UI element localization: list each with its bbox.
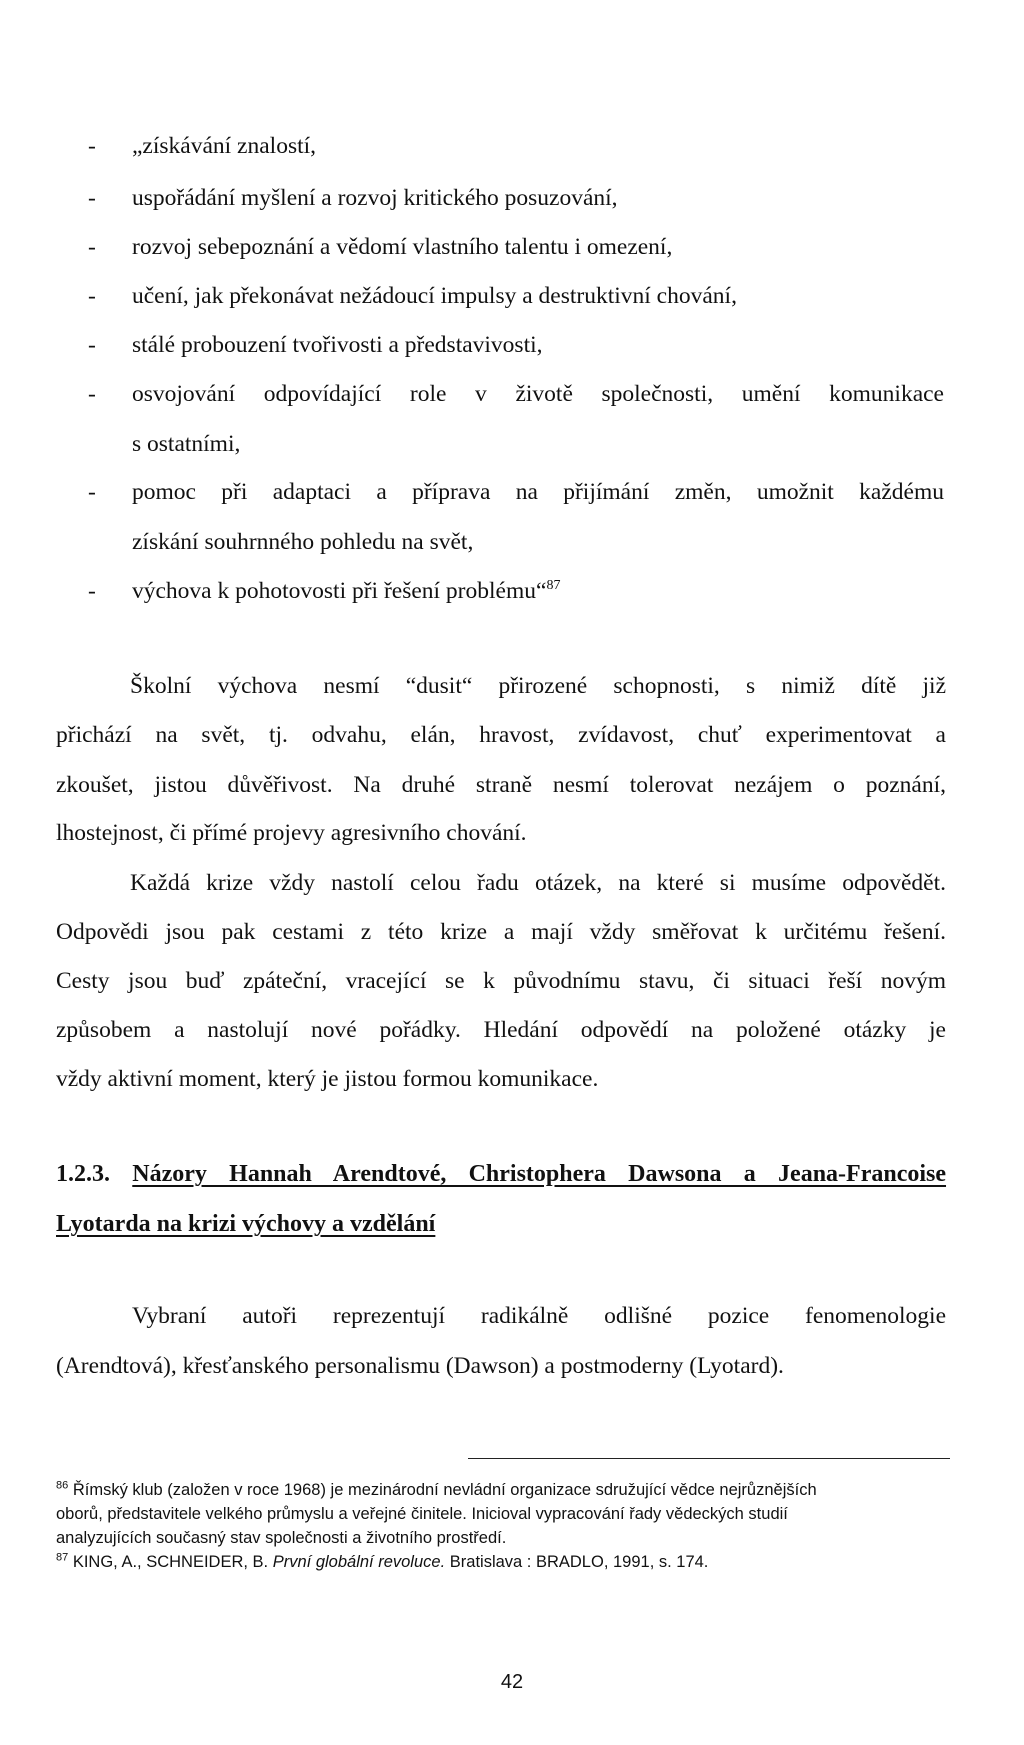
paragraph-line: Vybraní autoři reprezentují radikálně odlišné pozice fenomenologie bbox=[132, 1303, 946, 1329]
section-number: 1.2.3. bbox=[56, 1161, 110, 1187]
section-heading bbox=[56, 1161, 946, 1188]
bullet-text: „získávání znalostí, bbox=[132, 133, 317, 159]
bullet-dash: - bbox=[88, 332, 96, 358]
bullet-continuation: s ostatními, bbox=[132, 431, 241, 457]
bullet-text bbox=[132, 578, 944, 605]
bullet-text: rozvoj sebepoznání a vědomí vlastního talentu i omezení, bbox=[132, 234, 673, 260]
footnote-ref-87: 87 bbox=[546, 578, 561, 594]
paragraph-line: (Arendtová), křesťanského personalismu (Dawson) a postmoderny (Lyotard). bbox=[56, 1353, 784, 1379]
paragraph-line: lhostejnost, či přímé projevy agresivního chování. bbox=[56, 820, 527, 846]
bullet-dash: - bbox=[88, 381, 96, 407]
footnote-86 bbox=[56, 1478, 946, 1502]
footnote-text: Římský klub (založen v roce 1968) je mezinárodní nevládní organizace sdružující vědce nejrůznějších bbox=[72, 1481, 817, 1499]
footnote-mark: 86 bbox=[56, 1479, 69, 1492]
footnote-author: KING, A., SCHNEIDER, B. bbox=[72, 1553, 269, 1571]
bullet-dash: - bbox=[88, 234, 96, 260]
footnote-87 bbox=[56, 1550, 946, 1574]
section-heading-continued bbox=[56, 1211, 946, 1238]
bullet-text-body: výchova k pohotovosti při řešení problému“ bbox=[132, 578, 547, 604]
footnote-title: První globální revoluce. bbox=[272, 1553, 446, 1571]
bullet-dash: - bbox=[88, 283, 96, 309]
paragraph-line: Školní výchova nesmí “dusit“ přirozené schopnosti, s nimiž dítě již bbox=[130, 673, 946, 699]
paragraph-line: Odpovědi jsou pak cestami z této krize a mají vždy směřovat k určitému řešení. bbox=[56, 919, 946, 945]
paragraph-line: způsobem a nastolují nové pořádky. Hledání odpovědí na položené otázky je bbox=[56, 1017, 946, 1043]
bullet-dash: - bbox=[88, 185, 96, 211]
bullet-dash: - bbox=[88, 578, 96, 604]
section-title-line1: Názory Hannah Arendtové, Christophera Dawsona a Jeana-Francoise bbox=[132, 1161, 947, 1187]
footnote-86-line: oborů, představitele velkého průmyslu a veřejné činitele. Inicioval vypracování řady vědeckých studií bbox=[56, 1505, 788, 1523]
bullet-dash: - bbox=[88, 479, 96, 505]
footnote-separator bbox=[468, 1458, 950, 1459]
paragraph-line: vždy aktivní moment, který je jistou formou komunikace. bbox=[56, 1066, 599, 1092]
paragraph-line: zkoušet, jistou důvěřivost. Na druhé straně nesmí tolerovat nezájem o poznání, bbox=[56, 772, 946, 798]
section-title-line2: Lyotarda na krizi výchovy a vzdělání bbox=[56, 1211, 436, 1237]
footnote-86-line: analyzujících současný stav společnosti a životního prostředí. bbox=[56, 1529, 507, 1547]
bullet-text: pomoc při adaptaci a příprava na přijímání změn, umožnit každému bbox=[132, 479, 944, 505]
paragraph-line: Každá krize vždy nastolí celou řadu otázek, na které si musíme odpovědět. bbox=[130, 870, 946, 896]
paragraph-line: Cesty jsou buď zpáteční, vracející se k původnímu stavu, či situaci řeší novým bbox=[56, 968, 946, 994]
bullet-text: osvojování odpovídající role v životě společnosti, umění komunikace bbox=[132, 381, 944, 407]
bullet-text: stálé probouzení tvořivosti a představivosti, bbox=[132, 332, 543, 358]
page-number: 42 bbox=[500, 1671, 524, 1693]
footnote-mark: 87 bbox=[56, 1551, 69, 1564]
bullet-dash: - bbox=[88, 133, 96, 159]
bullet-continuation: získání souhrnného pohledu na svět, bbox=[132, 529, 474, 555]
footnote-publisher: Bratislava : BRADLO, 1991, s. 174. bbox=[449, 1553, 709, 1571]
bullet-text: učení, jak překonávat nežádoucí impulsy a destruktivní chování, bbox=[132, 283, 737, 309]
paragraph-line: přichází na svět, tj. odvahu, elán, hravost, zvídavost, chuť experimentovat a bbox=[56, 722, 946, 748]
bullet-text: uspořádání myšlení a rozvoj kritického posuzování, bbox=[132, 185, 618, 211]
